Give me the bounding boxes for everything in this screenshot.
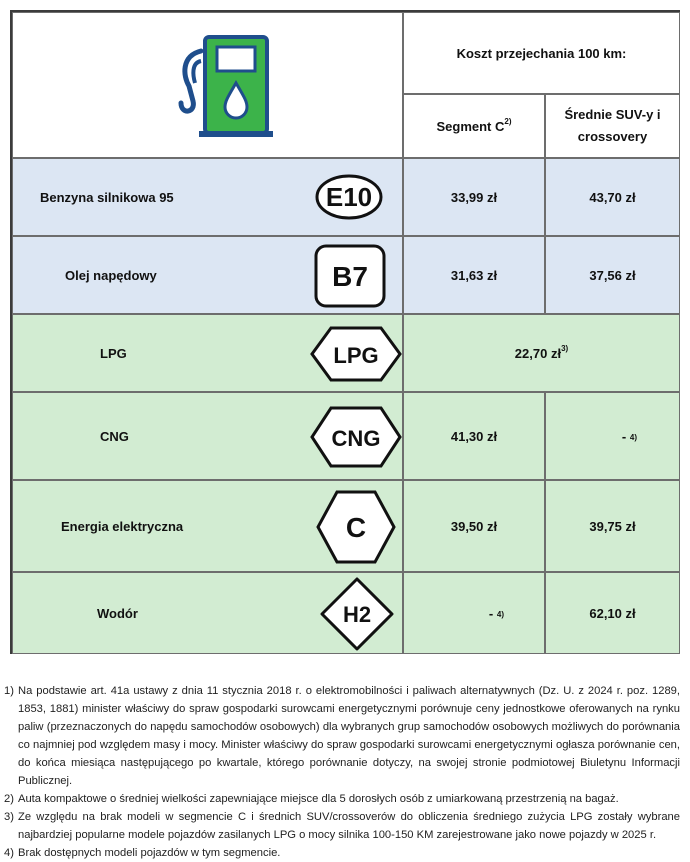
row-lpg-merged: 22,70 zł 3) bbox=[403, 314, 680, 392]
col-header-suv: Średnie SUV-y i crossovery bbox=[545, 94, 680, 158]
fuel-pump-icon bbox=[171, 31, 291, 141]
svg-text:C: C bbox=[345, 512, 367, 543]
row-benzyna-segment-c: 33,99 zł bbox=[403, 158, 545, 236]
row-benzyna-suv: 43,70 zł bbox=[545, 158, 680, 236]
footnote-1: 1) Na podstawie art. 41a ustawy z dnia 11 stycznia 2018 r. o elektromobilności i paliwach alternatywnych (Dz. U. z 2024 r. poz. 1289, 1853, 1881) minister właściwy do spraw gospodarki surowcami energetycznymi porównuje ceny jednostkowe oferowanych na rynku paliw (przeznaczonych do napędu samochodów osobowych) dla wybranych grup samochodów osobowych możliwych do porównania co najmniej pod względem masy i mocy. Minister właściwy do spraw gospodarki surowcami energetycznymi ogłasza porównanie cen, do końca miesiąca następującego po kwartale, którego porównanie dotyczy, na swojej stronie podmiotowej Biuletynu Informacji Publicznej. bbox=[4, 685, 680, 787]
row-cng-suv: - 4) bbox=[545, 392, 680, 480]
svg-text:CNG: CNG bbox=[331, 426, 381, 451]
footnote-4: 4) Brak dostępnych modeli pojazdów w tym segmencie. bbox=[4, 847, 281, 859]
svg-text:B7: B7 bbox=[332, 261, 368, 292]
row-cng-name: CNG CNG bbox=[12, 392, 403, 480]
footnote-2: 2) Auta kompaktowe o średniej wielkości zapewniające miejsce dla 5 dorosłych osób z umiarkowaną przestrzenią na bagaż. bbox=[4, 793, 619, 805]
row-energia-segment-c: 39,50 zł bbox=[403, 480, 545, 572]
row-wodor-suv: 62,10 zł bbox=[545, 572, 680, 654]
row-energia-name: Energia elektryczna C bbox=[12, 480, 403, 572]
fuel-cost-table bbox=[10, 10, 680, 654]
row-cng-segment-c: 41,30 zł bbox=[403, 392, 545, 480]
svg-text:LPG: LPG bbox=[333, 343, 379, 368]
h2-badge-icon bbox=[319, 576, 395, 652]
row-wodor-segment-c: - 4) bbox=[403, 572, 545, 654]
cost-title: Koszt przejechania 100 km: bbox=[403, 12, 680, 94]
row-olej-suv: 37,56 zł bbox=[545, 236, 680, 314]
b7-badge-icon bbox=[313, 243, 387, 309]
row-benzyna-name: Benzyna silnikowa 95 E10 bbox=[12, 158, 403, 236]
footnote-3: 3) Ze względu na brak modeli w segmencie C i średnich SUV/crossoverów do obliczenia średniego zużycia LPG zostały wybrane najbardziej popularne modele pojazdów zasilanych LPG o mocy silnika 100-150 KM zarejestrowane jako nowe pojazdy w 2025 r. bbox=[4, 811, 680, 841]
svg-text:H2: H2 bbox=[342, 602, 372, 627]
e10-badge-icon bbox=[314, 173, 384, 221]
row-wodor-name: Wodór H2 bbox=[12, 572, 403, 654]
svg-text:E10: E10 bbox=[325, 182, 373, 212]
row-energia-suv: 39,75 zł bbox=[545, 480, 680, 572]
footnotes bbox=[4, 682, 680, 862]
row-olej-segment-c: 31,63 zł bbox=[403, 236, 545, 314]
cng-badge-icon bbox=[309, 405, 403, 469]
lpg-badge-icon bbox=[309, 325, 403, 383]
icon-cell bbox=[12, 12, 403, 158]
col-header-segment-c: Segment C 2) bbox=[403, 94, 545, 158]
c-badge-icon bbox=[315, 489, 397, 565]
row-olej-name: Olej napędowy B7 bbox=[12, 236, 403, 314]
row-lpg-name: LPG LPG bbox=[12, 314, 403, 392]
